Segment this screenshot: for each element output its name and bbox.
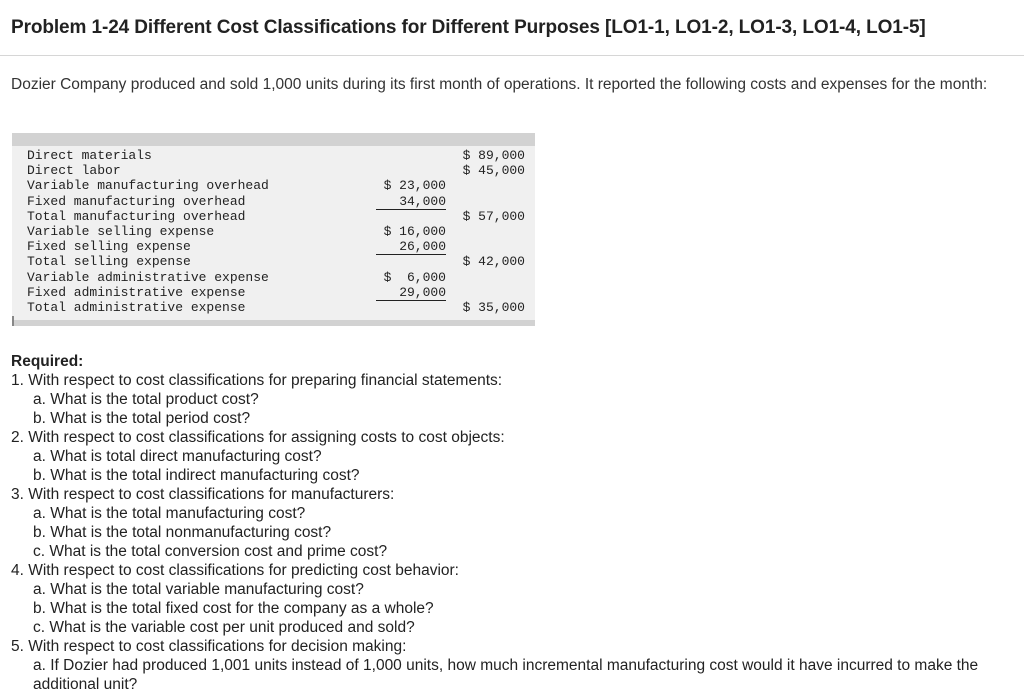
- cost-label: Total selling expense: [27, 254, 191, 270]
- cost-label: Fixed manufacturing overhead: [27, 193, 246, 209]
- cost-label: Fixed selling expense: [27, 239, 191, 255]
- cost-label: Fixed administrative expense: [27, 284, 246, 300]
- cost-row: [12, 178, 535, 193]
- sub-question: c. What is the total conversion cost and prime cost?: [33, 543, 388, 560]
- question-5: 5. With respect to cost classifications for decision making:: [11, 638, 407, 655]
- cost-label: Total manufacturing overhead: [27, 208, 246, 224]
- cost-total-value: $ 42,000: [462, 254, 525, 270]
- cost-label: Direct materials: [27, 148, 152, 163]
- cost-table-corner-mark: [12, 316, 14, 326]
- cost-label: Variable selling expense: [27, 224, 215, 239]
- cost-row: [12, 239, 535, 254]
- cost-row: [12, 254, 535, 269]
- cost-subtotal-value: 34,000: [376, 194, 446, 210]
- intro-paragraph: Dozier Company produced and sold 1,000 units during its first month of operations. It reported the following costs and expenses for the month:: [11, 76, 988, 93]
- required-heading: Required:: [11, 353, 84, 370]
- cost-row: [12, 224, 535, 239]
- sub-question: b. What is the total fixed cost for the company as a whole?: [33, 600, 434, 617]
- cost-table-top-border: [12, 133, 535, 146]
- sub-question: a. What is the total product cost?: [33, 391, 259, 408]
- cost-row: [12, 270, 535, 285]
- question-2: 2. With respect to cost classifications for assigning costs to cost objects:: [11, 429, 505, 446]
- title-divider: [0, 55, 1024, 56]
- cost-label: Total administrative expense: [27, 300, 246, 315]
- cost-subtotal-value: 29,000: [376, 285, 446, 301]
- cost-row: [12, 300, 535, 315]
- question-3: 3. With respect to cost classifications for manufacturers:: [11, 486, 395, 503]
- sub-question: a. What is total direct manufacturing cost?: [33, 448, 322, 465]
- cost-subtotal-value: $ 23,000: [383, 178, 446, 194]
- cost-total-value: $ 45,000: [462, 163, 525, 179]
- problem-title: Problem 1-24 Different Cost Classifications for Different Purposes [LO1-1, LO1-2, LO1-3, LO1-4, LO1-5]: [11, 17, 926, 38]
- required-section: [11, 352, 1019, 694]
- cost-subtotal-value: $ 16,000: [383, 224, 446, 239]
- cost-row: [12, 148, 535, 163]
- cost-row: [12, 163, 535, 178]
- cost-table: [12, 133, 535, 326]
- cost-subtotal-value: 26,000: [376, 239, 446, 255]
- sub-question: b. What is the total indirect manufacturing cost?: [33, 467, 360, 484]
- cost-label: Variable administrative expense: [27, 269, 269, 285]
- cost-row: [12, 209, 535, 224]
- sub-question: b. What is the total nonmanufacturing cost?: [33, 524, 332, 541]
- sub-question: a. What is the total manufacturing cost?: [33, 505, 306, 522]
- cost-subtotal-value: $ 6,000: [383, 269, 446, 285]
- cost-total-value: $ 35,000: [462, 300, 525, 315]
- cost-row: [12, 194, 535, 209]
- question-4: 4. With respect to cost classifications for predicting cost behavior:: [11, 562, 459, 579]
- cost-total-value: $ 57,000: [462, 208, 525, 224]
- question-1: 1. With respect to cost classifications for preparing financial statements:: [11, 372, 503, 389]
- cost-row: [12, 285, 535, 300]
- cost-label: Direct labor: [27, 163, 121, 179]
- cost-table-bottom-border: [12, 320, 535, 326]
- sub-question: a. What is the total variable manufacturing cost?: [33, 581, 364, 598]
- cost-total-value: $ 89,000: [462, 148, 525, 163]
- cost-label: Variable manufacturing overhead: [27, 178, 269, 194]
- sub-question: a. If Dozier had produced 1,001 units instead of 1,000 units, how much incremental manufacturing cost would it have incurred to make the additional unit?: [33, 657, 979, 693]
- sub-question: c. What is the variable cost per unit produced and sold?: [33, 619, 415, 636]
- sub-question: b. What is the total period cost?: [33, 410, 251, 427]
